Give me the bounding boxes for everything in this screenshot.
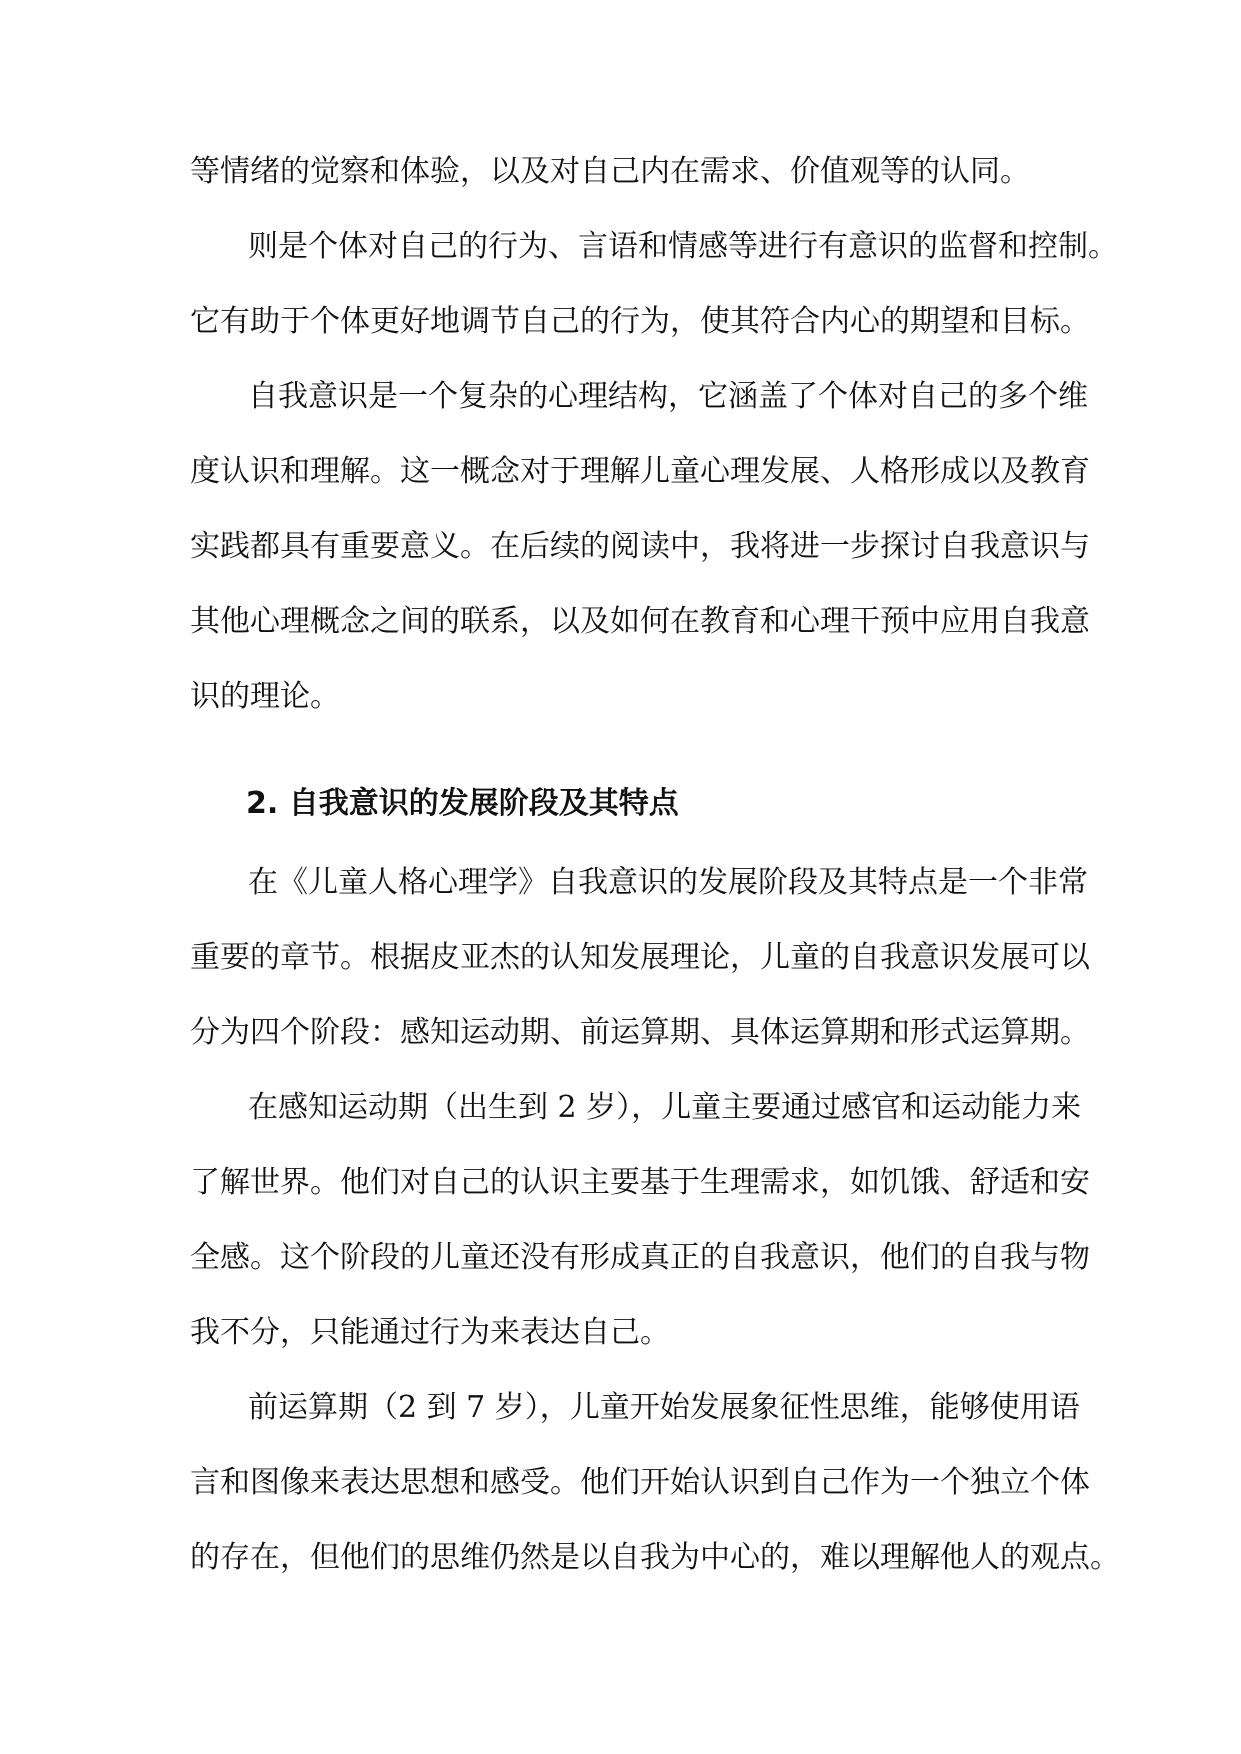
paragraph-line: 自我意识是一个复杂的心理结构，它涵盖了个体对自己的多个维	[248, 379, 1088, 414]
paragraph-line: 前运算期（2 到 7 岁），儿童开始发展象征性思维，能够使用语	[248, 1390, 1080, 1425]
paragraph-line: 识的理论。	[190, 679, 340, 714]
paragraph-line: 在感知运动期（出生到 2 岁），儿童主要通过感官和运动能力来	[248, 1090, 1082, 1125]
paragraph-line: 言和图像来表达思想和感受。他们开始认识到自己作为一个独立个体	[190, 1465, 1090, 1500]
paragraph-line: 在《儿童人格心理学》自我意识的发展阶段及其特点是一个非常	[248, 865, 1088, 900]
paragraph-line: 度认识和理解。这一概念对于理解儿童心理发展、人格形成以及教育	[190, 454, 1090, 489]
paragraph-line: 我不分，只能通过行为来表达自己。	[190, 1315, 670, 1350]
paragraph-line: 分为四个阶段：感知运动期、前运算期、具体运算期和形式运算期。	[190, 1015, 1090, 1050]
paragraph-line: 它有助于个体更好地调节自己的行为，使其符合内心的期望和目标。	[190, 304, 1090, 339]
paragraph-line: 其他心理概念之间的联系，以及如何在教育和心理干预中应用自我意	[190, 604, 1090, 639]
paragraph-line: 全感。这个阶段的儿童还没有形成真正的自我意识，他们的自我与物	[190, 1240, 1090, 1275]
paragraph-line: 实践都具有重要意义。在后续的阅读中，我将进一步探讨自我意识与	[190, 529, 1090, 564]
paragraph-line: 重要的章节。根据皮亚杰的认知发展理论，儿童的自我意识发展可以	[190, 940, 1090, 975]
paragraph-line: 了解世界。他们对自己的认识主要基于生理需求，如饥饿、舒适和安	[190, 1165, 1090, 1200]
paragraph-line: 的存在，但他们的思维仍然是以自我为中心的，难以理解他人的观点。	[190, 1540, 1120, 1575]
section-heading: 2. 自我意识的发展阶段及其特点	[246, 786, 679, 821]
paragraph-line: 则是个体对自己的行为、言语和情感等进行有意识的监督和控制。	[248, 229, 1118, 264]
paragraph-line: 等情绪的觉察和体验，以及对自己内在需求、价值观等的认同。	[190, 154, 1030, 189]
